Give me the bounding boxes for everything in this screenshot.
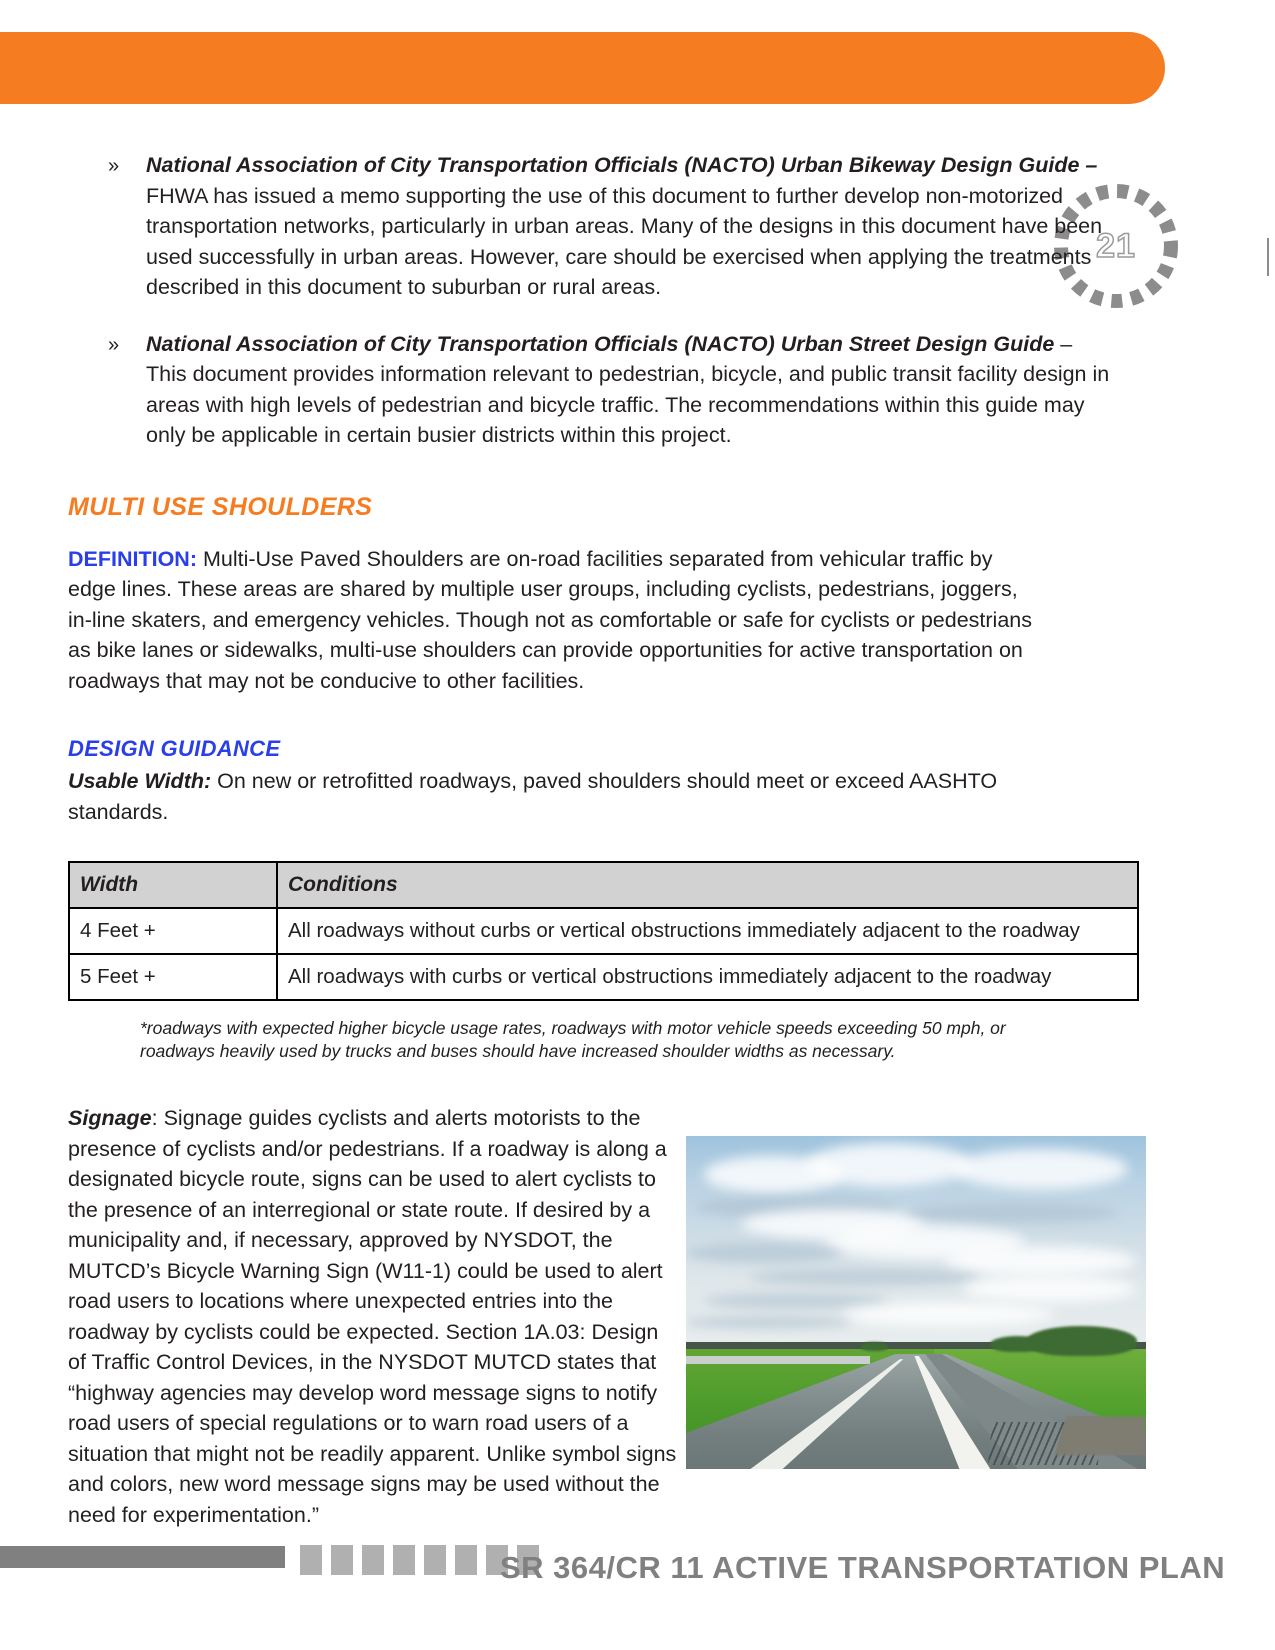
- footer-left-bar: [0, 1546, 285, 1568]
- definition-label: DEFINITION:: [68, 546, 197, 571]
- tree-clump: [861, 1342, 889, 1350]
- footer-dash: [300, 1545, 322, 1575]
- table-body: [69, 908, 1138, 1000]
- page-content: [68, 150, 1148, 1527]
- cloud-streak-shape: [686, 1243, 842, 1263]
- cloud-streak-shape: [686, 1316, 852, 1329]
- table-header-row: [69, 862, 1138, 908]
- cell-width: 5 Feet +: [69, 954, 277, 1000]
- shoulder-width-table: [68, 861, 1139, 1001]
- usable-width-text: On new or retrofitted roadways, paved shoulders should meet or exceed AASHTO standards.: [68, 769, 998, 824]
- design-guidance-heading: DESIGN GUIDANCE: [68, 736, 281, 761]
- signage-label: Signage: [68, 1106, 152, 1130]
- cell-conditions: All roadways with curbs or vertical obstructions immediately adjacent to the roadway: [277, 954, 1138, 1000]
- cloud-streak-shape: [704, 1293, 888, 1310]
- cloud-shape: [806, 1143, 972, 1186]
- bullet-marker-icon: »: [108, 155, 120, 177]
- footer-dash: [362, 1545, 384, 1575]
- signage-section: [68, 1103, 1148, 1527]
- gravel-edge: [1054, 1416, 1146, 1456]
- signage-paragraph: [68, 1103, 678, 1530]
- cloud-streak-shape: [750, 1269, 980, 1286]
- far-road-segment: [686, 1356, 870, 1364]
- table-row: [69, 908, 1138, 954]
- list-item-text: FHWA has issued a memo supporting the use of this document to further develop non-motorized transportation networks, particularly in urban areas. Many of the designs in this document have been used successfully in urban areas. However, care should be exercised when applying the treatments described in this document to suburban or rural areas.: [146, 183, 1103, 299]
- table-header: [69, 862, 1138, 908]
- footer-dash: [455, 1545, 477, 1575]
- list-item-text: – This document provides information relevant to pedestrian, bicycle, and public transit facility design in areas with high levels of pedestrian and bicycle traffic. The recommendations within this guide may only be applicable in certain busier districts within this project.: [146, 331, 1110, 447]
- definition-text: Multi-Use Paved Shoulders are on-road facilities separated from vehicular traffic by edge lines. These areas are shared by multiple user groups, including cyclists, pedestrians, joggers, in-line skaters, and emergency vehicles. Though not as comfortable or safe for cyclists or pedestrians as bike lanes or sidewalks, multi-use shoulders can provide opportunities for active transportation on roadways that may not be conducive to other facilities.: [68, 546, 1032, 693]
- list-item: [68, 150, 1116, 303]
- cloud-shape: [842, 1303, 1054, 1326]
- signage-text: : Signage guides cyclists and alerts motorists to the presence of cyclists and/or pedestrians. If a roadway is along a designated bicycle route, signs can be used to alert cyclists to the presence of an interregional or state route. If desired by a municipality and, if necessary, approved by NYSDOT, the MUTCD’s Bicycle Warning Sign (W11-1) could be used to alert road users to locations where unexpected entries into the roadway by cyclists could be expected. Section 1A.03: Design of Traffic Control Devices, in the NYSDOT MUTCD states that “highway agencies may develop word message signs to notify road users of special regulations or to warn road users of a situation that might not be readily apparent. Unlike symbol signs and colors, new word message signs may be used without the need for experimentation.”: [68, 1106, 677, 1527]
- footer-dash: [424, 1545, 446, 1575]
- list-item-lead: National Association of City Transportation Officials (NACTO) Urban Bikeway Design Guide –: [146, 153, 1098, 177]
- definition-paragraph: [68, 544, 1043, 697]
- header-orange-banner: [0, 32, 1165, 104]
- tree-clump: [990, 1336, 1045, 1353]
- footer-document-title: SR 364/CR 11 ACTIVE TRANSPORTATION PLAN: [500, 1550, 1226, 1585]
- photo-inner: [686, 1136, 1146, 1469]
- table-row: [69, 954, 1138, 1000]
- page-title: MULTI USE SHOULDERS: [68, 492, 373, 521]
- column-header-width: Width: [69, 862, 277, 908]
- list-item: [68, 329, 1116, 451]
- highway-shoulder-photo: [686, 1136, 1146, 1469]
- page-number-label: 21: [1096, 226, 1136, 265]
- bullet-marker-icon: »: [108, 333, 120, 356]
- usable-width-paragraph: [68, 766, 1043, 827]
- cloud-shape: [953, 1149, 1128, 1189]
- page-edge-marker: [1267, 238, 1275, 276]
- column-header-conditions: Conditions: [277, 862, 1138, 908]
- cloud-streak-shape: [907, 1203, 1119, 1223]
- cloud-shape: [944, 1246, 1137, 1276]
- footer-dash: [331, 1545, 353, 1575]
- usable-width-label: Usable Width:: [68, 769, 212, 793]
- cell-conditions: All roadways without curbs or vertical obstructions immediately adjacent to the roadway: [277, 908, 1138, 954]
- cell-width: 4 Feet +: [69, 908, 277, 954]
- table-footnote: *roadways with expected higher bicycle usage rates, roadways with motor vehicle speeds exceeding 50 mph, or roadways heavily used by trucks and buses should have increased shoulder widths as necessary.: [140, 1018, 1006, 1061]
- reference-bullet-list: [68, 150, 1148, 451]
- list-item-lead: National Association of City Transportation Officials (NACTO) Urban Street Design Guide: [146, 331, 1061, 356]
- footer-dash: [393, 1545, 415, 1575]
